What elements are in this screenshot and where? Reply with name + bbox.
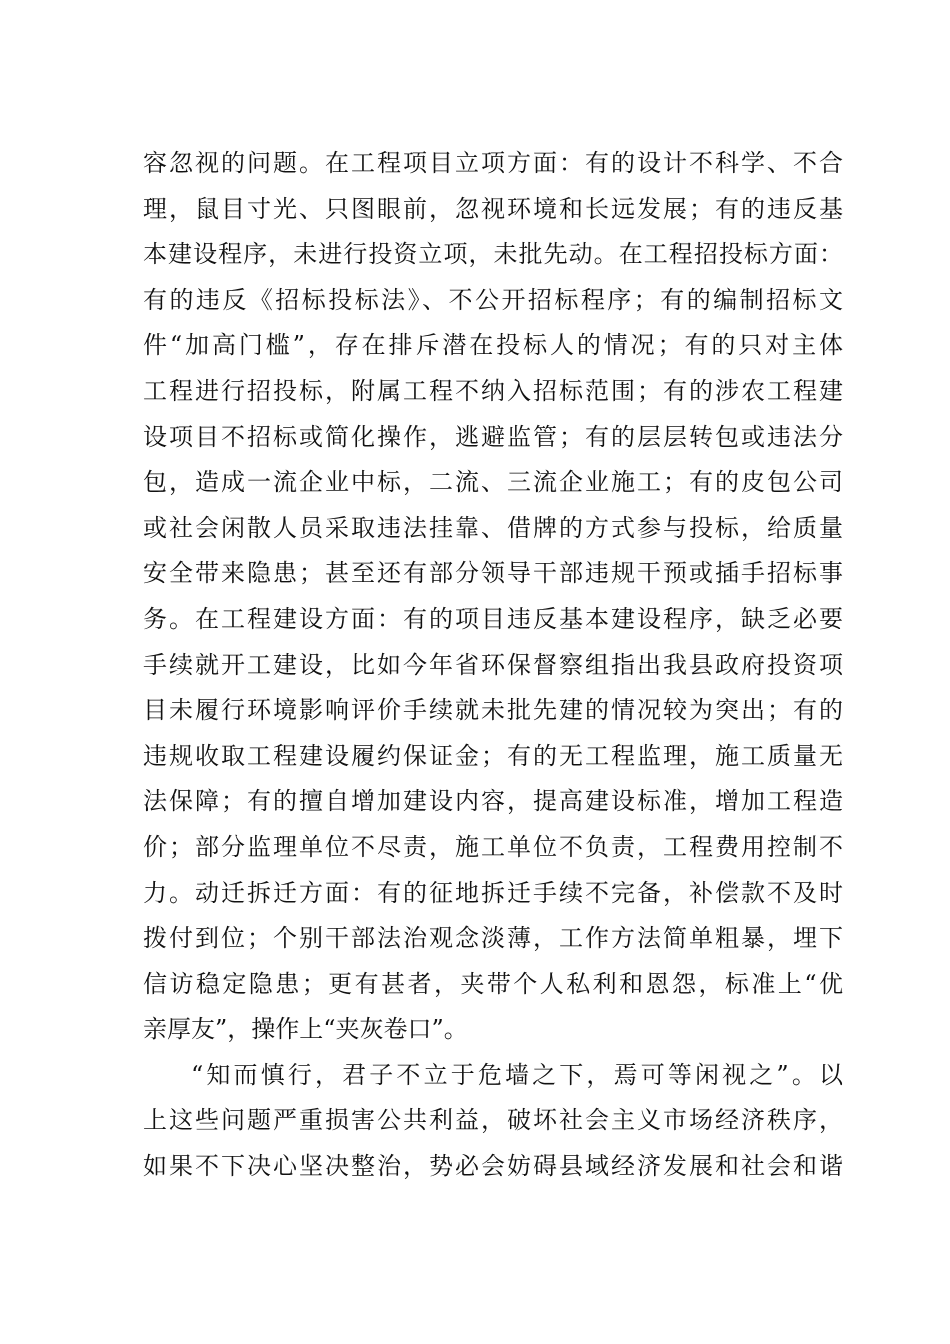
text-line: 安全带来隐患；甚至还有部分领导干部违规干预或插手招标事 <box>143 559 843 588</box>
text-line: 务。在工程建设方面：有的项目违反基本建设程序，缺乏必要 <box>143 604 843 633</box>
text-line: 件“加高门槛”，存在排斥潜在投标人的情况；有的只对主体 <box>143 331 843 360</box>
text-line: 或社会闲散人员采取违法挂靠、借牌的方式参与投标，给质量 <box>143 513 843 542</box>
text-line: 理，鼠目寸光、只图眼前，忽视环境和长远发展；有的违反基 <box>143 194 843 223</box>
text-line: 容忽视的问题。在工程项目立项方面：有的设计不科学、不合 <box>143 149 843 177</box>
text-line: 有的违反《招标投标法》、不公开招标程序；有的编制招标文 <box>143 285 843 314</box>
text-line: 违规收取工程建设履约保证金；有的无工程监理，施工质量无 <box>143 741 843 770</box>
text-line: 本建设程序，未进行投资立项，未批先动。在工程招投标方面： <box>143 240 843 269</box>
text-line: 法保障；有的擅自增加建设内容，提高建设标准，增加工程造 <box>143 787 843 816</box>
text-line: 价；部分监理单位不尽责，施工单位不负责，工程费用控制不 <box>143 832 843 861</box>
text-line: 包，造成一流企业中标，二流、三流企业施工；有的皮包公司 <box>143 468 843 497</box>
paragraph-1 <box>143 141 843 1053</box>
text-line: “知而慎行，君子不立于危墙之下，焉可等闲视之”。以 <box>191 1060 843 1089</box>
text-line: 上这些问题严重损害公共利益，破坏社会主义市场经济秩序， <box>143 1106 843 1135</box>
text-line: 工程进行招投标，附属工程不纳入招标范围；有的涉农工程建 <box>143 376 843 405</box>
paragraph-2 <box>143 1053 843 1190</box>
text-line: 亲厚友”，操作上“夹灰卷口”。 <box>143 1015 468 1044</box>
text-line: 如果不下决心坚决整治，势必会妨碍县域经济发展和社会和谐 <box>143 1152 843 1181</box>
document-body <box>143 141 843 1190</box>
text-line: 信访稳定隐患；更有甚者，夹带个人私利和恩怨，标准上“优 <box>143 969 843 998</box>
text-line: 目未履行环境影响评价手续就未批先建的情况较为突出；有的 <box>143 696 843 725</box>
text-line: 设项目不招标或简化操作，逃避监管；有的层层转包或违法分 <box>143 422 843 451</box>
text-line: 力。动迁拆迁方面：有的征地拆迁手续不完备，补偿款不及时 <box>143 878 843 907</box>
text-line: 手续就开工建设，比如今年省环保督察组指出我县政府投资项 <box>143 650 843 679</box>
text-line: 拨付到位；个别干部法治观念淡薄，工作方法简单粗暴，埋下 <box>143 924 843 953</box>
